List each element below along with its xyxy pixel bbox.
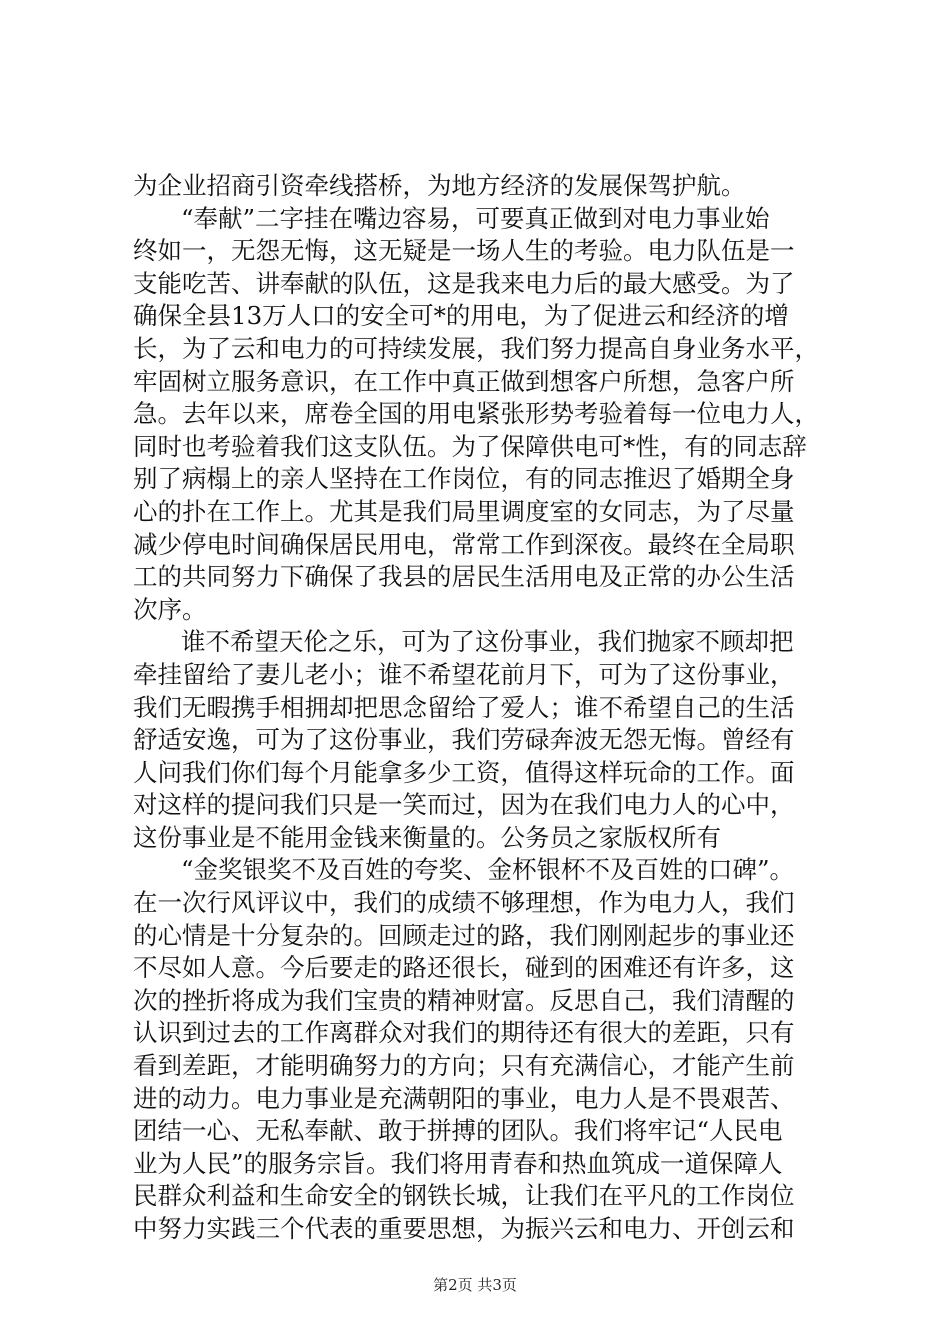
text-line: 终如一，无怨无悔，这无疑是一场人生的考验。电力队伍是一 bbox=[133, 236, 795, 266]
text-line: 业为人民”的服务宗旨。我们将用青春和热血筑成一道保障人 bbox=[133, 1148, 783, 1178]
text-line: “奉献”二字挂在嘴边容易，可要真正做到对电力事业始 bbox=[181, 203, 770, 233]
text-line: 牢固树立服务意识，在工作中真正做到想客户所想，急客户所 bbox=[133, 366, 795, 396]
text-line: 团结一心、无私奉献、敢于拼搏的团队。我们将牢记“人民电 bbox=[133, 1116, 783, 1146]
text-line: 牵挂留给了妻儿老小；谁不希望花前月下，可为了这份事业， bbox=[133, 659, 795, 689]
text-line: 别了病榻上的亲人坚持在工作岗位，有的同志推迟了婚期全身 bbox=[133, 464, 795, 494]
text-line: 为企业招商引资牵线搭桥，为地方经济的发展保驾护航。 bbox=[133, 171, 746, 200]
text-line: 的心情是十分复杂的。回顾走过的路，我们刚刚起步的事业还 bbox=[133, 920, 795, 950]
text-line: 同时也考验着我们这支队伍。为了保障供电可*性，有的同志辞 bbox=[133, 431, 807, 461]
text-line: 次序。 bbox=[133, 594, 207, 624]
text-line: 在一次行风评议中，我们的成绩不够理想，作为电力人，我们 bbox=[133, 888, 795, 918]
text-line: 人问我们你们每个月能拿多少工资，值得这样玩命的工作。面 bbox=[133, 757, 795, 787]
text-line: 次的挫折将成为我们宝贵的精神财富。反思自己，我们清醒的 bbox=[133, 985, 795, 1015]
page-number-footer: 第2页 共3页 bbox=[433, 1276, 517, 1294]
text-line: 看到差距，才能明确努力的方向；只有充满信心，才能产生前 bbox=[133, 1051, 795, 1081]
text-line: “金奖银奖不及百姓的夸奖、金杯银杯不及百姓的口碑”。 bbox=[181, 855, 795, 885]
text-line: 支能吃苦、讲奉献的队伍，这是我来电力后的最大感受。为了 bbox=[133, 268, 795, 298]
text-line: 舒适安逸，可为了这份事业，我们劳碌奔波无怨无悔。曾经有 bbox=[133, 725, 795, 755]
text-line: 谁不希望天伦之乐，可为了这份事业，我们抛家不顾却把 bbox=[181, 627, 794, 657]
text-line: 急。去年以来，席卷全国的用电紧张形势考验着每一位电力人， bbox=[133, 399, 819, 429]
document-body bbox=[133, 170, 833, 1246]
text-line: 对这样的提问我们只是一笑而过，因为在我们电力人的心中， bbox=[133, 790, 795, 820]
text-line: 不尽如人意。今后要走的路还很长，碰到的困难还有许多，这 bbox=[133, 953, 795, 983]
text-line: 确保全县13万人口的安全可*的用电，为了促进云和经济的增 bbox=[133, 301, 789, 331]
text-line: 心的扑在工作上。尤其是我们局里调度室的女同志，为了尽量 bbox=[133, 496, 795, 526]
text-line: 我们无暇携手相拥却把思念留给了爱人；谁不希望自己的生活 bbox=[133, 692, 795, 722]
text-line: 工的共同努力下确保了我县的居民生活用电及正常的办公生活 bbox=[133, 562, 795, 592]
text-line: 认识到过去的工作离群众对我们的期待还有很大的差距，只有 bbox=[133, 1018, 795, 1048]
text-line: 中努力实践三个代表的重要思想，为振兴云和电力、开创云和 bbox=[133, 1214, 795, 1243]
text-line: 进的动力。电力事业是充满朝阳的事业，电力人是不畏艰苦、 bbox=[133, 1083, 795, 1113]
text-line: 民群众利益和生命安全的钢铁长城，让我们在平凡的工作岗位 bbox=[133, 1181, 795, 1211]
text-line: 减少停电时间确保居民用电，常常工作到深夜。最终在全局职 bbox=[133, 529, 795, 559]
text-line: 长，为了云和电力的可持续发展，我们努力提高自身业务水平， bbox=[133, 333, 819, 363]
text-line: 这份事业是不能用金钱来衡量的。公务员之家版权所有 bbox=[133, 822, 721, 852]
